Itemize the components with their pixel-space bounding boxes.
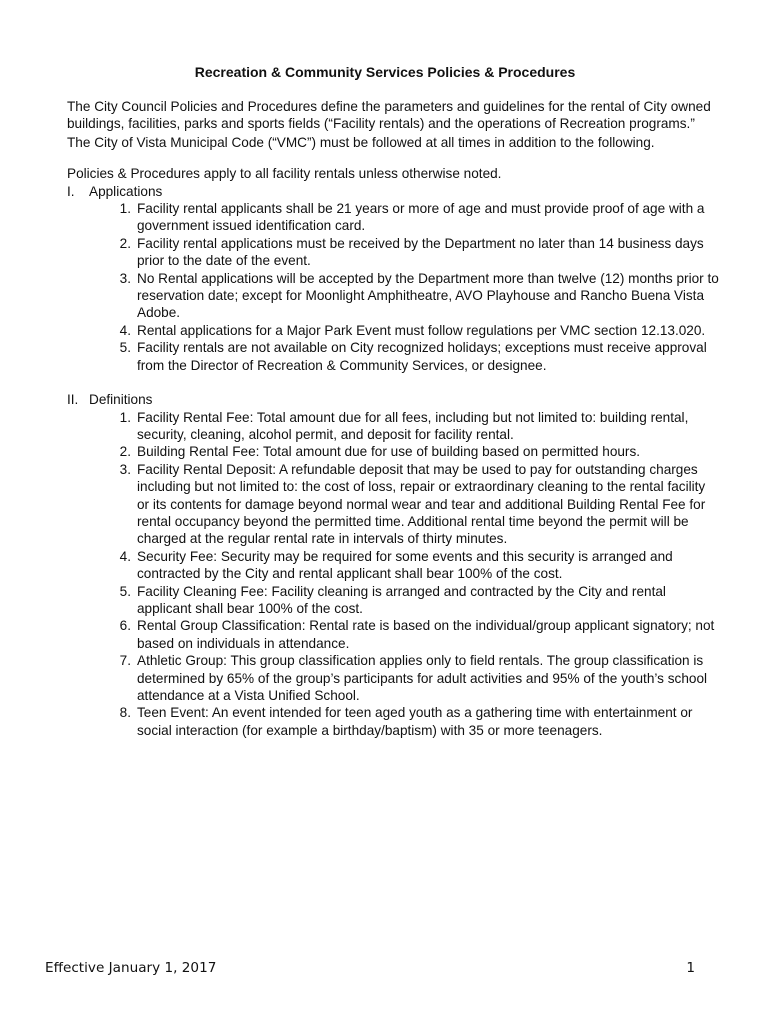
item-number: 4. bbox=[119, 548, 131, 564]
list-item bbox=[67, 409, 727, 444]
section-numeral: I. bbox=[67, 183, 75, 199]
list-item bbox=[67, 583, 727, 618]
list-item bbox=[67, 235, 727, 270]
section-applications bbox=[67, 183, 727, 374]
item-number: 5. bbox=[119, 583, 131, 599]
item-text: Facility Rental Deposit: A refundable deposit that may be used to pay for outstanding charges including but not limited to: the cost of loss, repair or extraordinary cleaning to the rental facility or its contents for damage beyond normal wear and tear and additional Building Rental Fee for rental occupancy beyond the permitted time. Additional rental time beyond the permit will be charged at the regular rental rate in intervals of thirty minutes. bbox=[137, 461, 706, 547]
list-item bbox=[67, 270, 727, 322]
page-number: 1 bbox=[686, 960, 695, 976]
item-number: 5. bbox=[119, 340, 131, 356]
item-number: 7. bbox=[119, 653, 131, 669]
item-text: Facility Cleaning Fee: Facility cleaning is arranged and contracted by the City and rental applicant shall bear 100% of the cost. bbox=[137, 583, 666, 616]
item-text: Rental applications for a Major Park Event must follow regulations per VMC section 12.13.020. bbox=[137, 322, 706, 338]
item-text: Teen Event: An event intended for teen aged youth as a gathering time with entertainment or social interaction (for example a birthday/baptism) with 35 or more teenagers. bbox=[137, 705, 693, 738]
item-number: 3. bbox=[119, 270, 131, 286]
item-text: No Rental applications will be accepted by the Department more than twelve (12) months prior to reservation date; except for Moonlight Amphitheatre, AVO Playhouse and Rancho Buena Vista Adobe. bbox=[137, 270, 719, 321]
item-number: 4. bbox=[119, 322, 131, 338]
vmc-note: The City of Vista Municipal Code (“VMC”) must be followed at all times in addition to the following. bbox=[67, 134, 655, 150]
item-number: 6. bbox=[119, 618, 131, 634]
item-number: 2. bbox=[119, 235, 131, 251]
item-number: 1. bbox=[119, 409, 131, 425]
definitions-list bbox=[67, 409, 727, 740]
applies-note: Policies & Procedures apply to all facility rentals unless otherwise noted. bbox=[67, 166, 502, 182]
effective-date: Effective January 1, 2017 bbox=[45, 960, 217, 976]
list-item bbox=[67, 704, 727, 739]
section-heading bbox=[67, 391, 727, 408]
list-item bbox=[67, 443, 727, 460]
list-item bbox=[67, 548, 727, 583]
list-item bbox=[67, 322, 727, 339]
item-text: Facility rentals are not available on City recognized holidays; exceptions must receive approval from the Director of Recreation & Community Services, or designee. bbox=[137, 340, 707, 373]
applications-list bbox=[67, 200, 727, 374]
list-item bbox=[67, 200, 727, 235]
list-item bbox=[67, 461, 727, 548]
item-number: 3. bbox=[119, 461, 131, 477]
section-heading-label: Definitions bbox=[89, 392, 153, 408]
item-text: Building Rental Fee: Total amount due for use of building based on permitted hours. bbox=[137, 444, 641, 460]
section-numeral: II. bbox=[67, 392, 79, 408]
item-text: Rental Group Classification: Rental rate is based on the individual/group applicant signatory; not based on individuals in attendance. bbox=[137, 618, 715, 651]
item-number: 8. bbox=[119, 705, 131, 721]
section-heading bbox=[67, 183, 727, 200]
item-text: Facility Rental Fee: Total amount due for all fees, including but not limited to: building rental, security, cleaning, alcohol permit, and deposit for facility rental. bbox=[137, 409, 689, 442]
list-item bbox=[67, 339, 727, 374]
intro-paragraph: The City Council Policies and Procedures define the parameters and guidelines for the rental of City owned buildings, facilities, parks and sports fields (“Facility rentals) and the operations of Recreation programs.” bbox=[67, 99, 711, 132]
item-text: Athletic Group: This group classification applies only to field rentals. The group classification is determined by 65% of the group’s participants for adult activities and 95% of the youth’s school attendance at a Vista Unified School. bbox=[137, 653, 708, 703]
item-text: Security Fee: Security may be required for some events and this security is arranged and contracted by the City and rental applicant shall bear 100% of the cost. bbox=[137, 548, 673, 582]
list-item bbox=[67, 617, 727, 652]
document-body bbox=[67, 98, 727, 739]
item-text: Facility rental applicants shall be 21 years or more of age and must provide proof of age with a government issued identification card. bbox=[137, 201, 705, 234]
item-number: 1. bbox=[119, 201, 131, 217]
section-heading-label: Applications bbox=[89, 183, 163, 199]
item-text: Facility rental applications must be received by the Department no later than 14 business days prior to the date of the event. bbox=[137, 235, 704, 269]
section-definitions bbox=[67, 391, 727, 739]
document-title: Recreation & Community Services Policies & Procedures bbox=[194, 64, 576, 80]
list-item bbox=[67, 652, 727, 704]
item-number: 2. bbox=[119, 444, 131, 460]
